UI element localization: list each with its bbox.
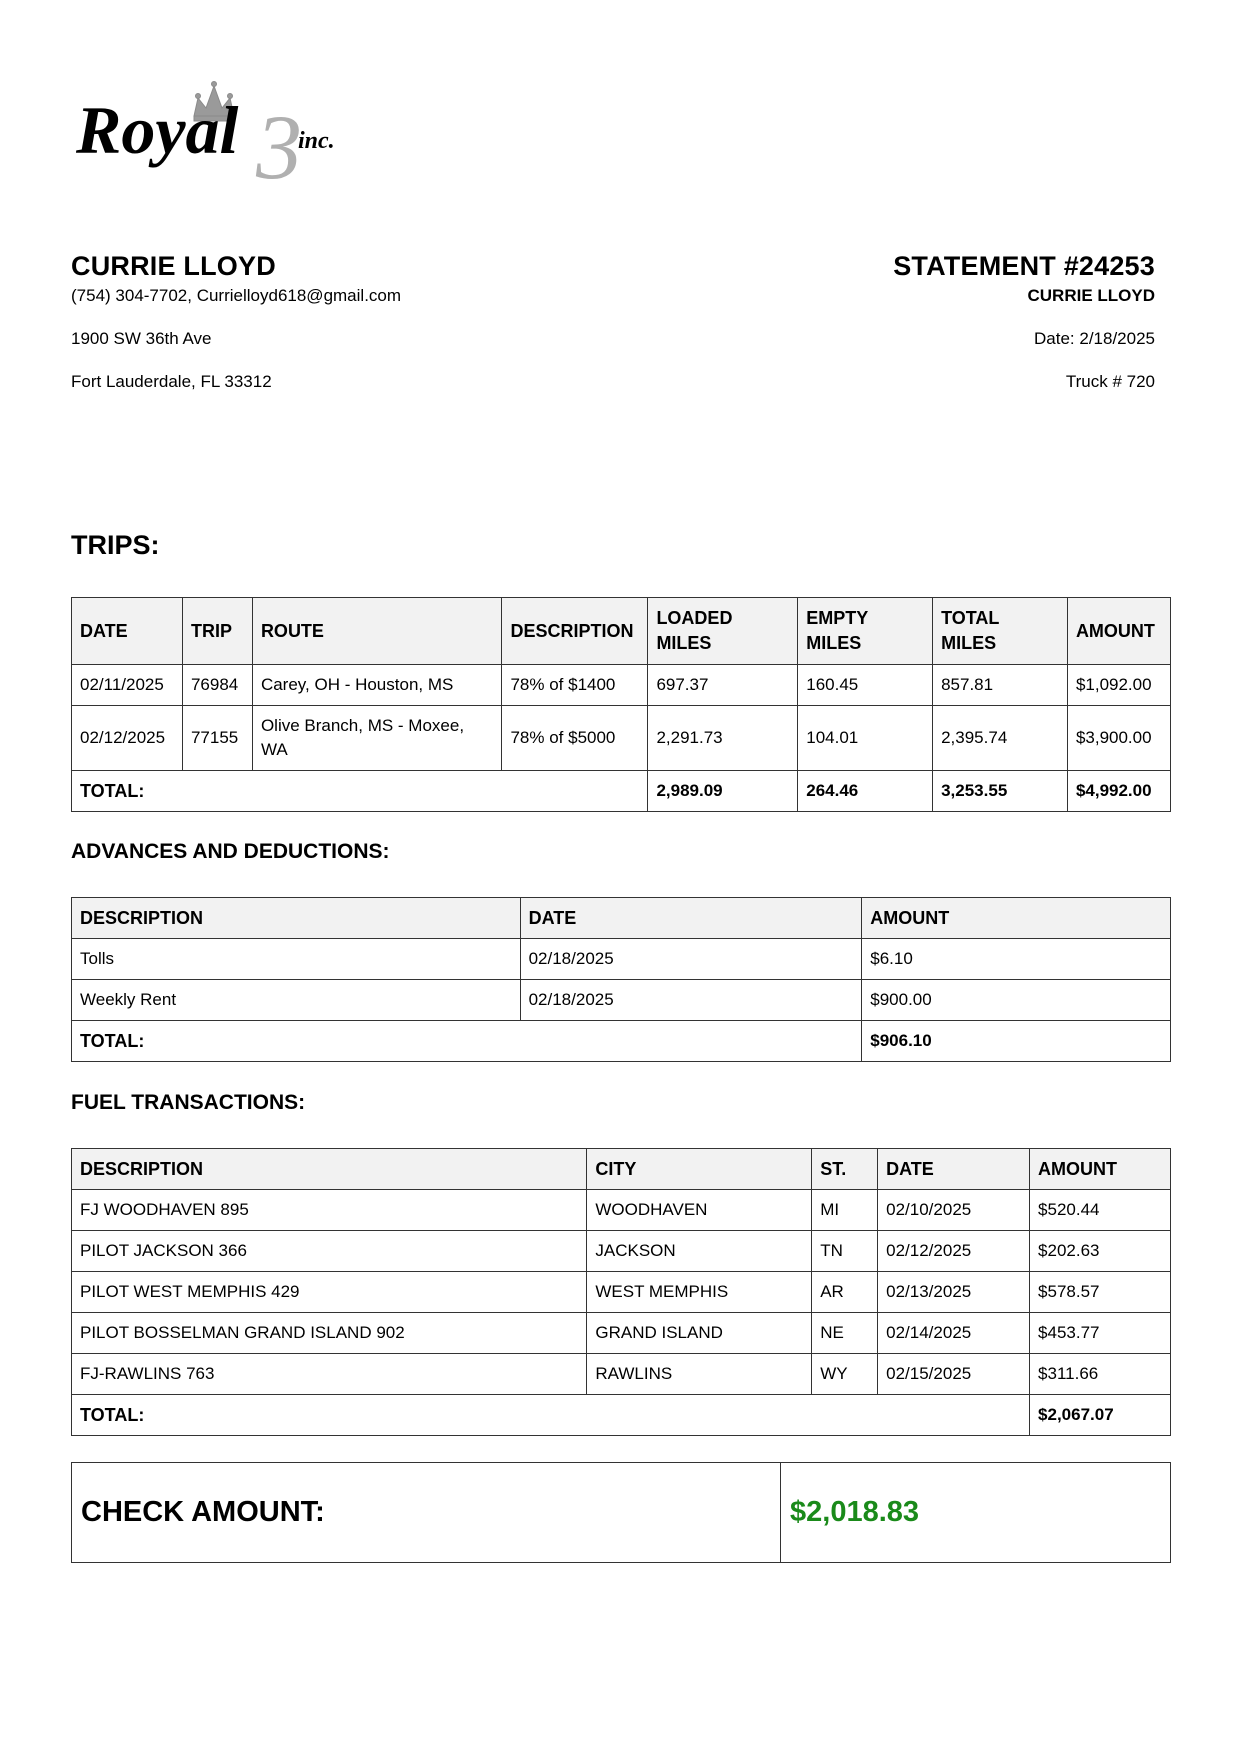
col-loaded-miles: LOADED MILES	[648, 598, 798, 665]
col-trip: TRIP	[182, 598, 252, 665]
total-amount: $906.10	[862, 1021, 1171, 1062]
table-row	[72, 1190, 1171, 1231]
cell-date: 02/14/2025	[878, 1313, 1030, 1354]
cell-description: Weekly Rent	[72, 980, 521, 1021]
cell-empty-miles: 104.01	[798, 706, 933, 771]
total-label: TOTAL:	[72, 771, 648, 812]
cell-date: 02/15/2025	[878, 1354, 1030, 1395]
cell-amount: $453.77	[1030, 1313, 1171, 1354]
cell-date: 02/10/2025	[878, 1190, 1030, 1231]
logo-wordmark: Royal	[76, 92, 239, 168]
total-miles: 3,253.55	[933, 771, 1068, 812]
col-description: DESCRIPTION	[72, 898, 521, 939]
statement-name: CURRIE LLOYD	[1027, 286, 1155, 305]
statement-title: STATEMENT #24253	[893, 251, 1155, 281]
cell-loaded-miles: 697.37	[648, 665, 798, 706]
col-amount: AMOUNT	[1067, 598, 1170, 665]
advances-total-row	[72, 1021, 1171, 1062]
cell-date: 02/13/2025	[878, 1272, 1030, 1313]
cell-total-miles: 2,395.74	[933, 706, 1068, 771]
driver-info	[71, 246, 631, 392]
company-logo	[76, 78, 396, 193]
driver-name: CURRIE LLOYD	[71, 251, 276, 281]
cell-amount: $1,092.00	[1067, 665, 1170, 706]
cell-amount: $6.10	[862, 939, 1171, 980]
cell-date: 02/11/2025	[72, 665, 183, 706]
cell-state: TN	[812, 1231, 878, 1272]
trips-heading: TRIPS:	[71, 530, 160, 560]
cell-amount: $578.57	[1030, 1272, 1171, 1313]
cell-trip: 76984	[182, 665, 252, 706]
table-row	[72, 1231, 1171, 1272]
col-date: DATE	[878, 1149, 1030, 1190]
cell-city: JACKSON	[587, 1231, 812, 1272]
total-amount: $4,992.00	[1067, 771, 1170, 812]
cell-state: WY	[812, 1354, 878, 1395]
driver-address-line2: Fort Lauderdale, FL 33312	[71, 372, 272, 391]
cell-trip: 77155	[182, 706, 252, 771]
table-row	[72, 1272, 1171, 1313]
total-label: TOTAL:	[72, 1021, 862, 1062]
trips-total-row	[72, 771, 1171, 812]
col-route: ROUTE	[252, 598, 502, 665]
col-empty-miles: EMPTY MILES	[798, 598, 933, 665]
driver-contact: (754) 304-7702, Currielloyd618@gmail.com	[71, 286, 402, 305]
col-date: DATE	[72, 598, 183, 665]
cell-date: 02/12/2025	[878, 1231, 1030, 1272]
cell-description: 78% of $1400	[502, 665, 648, 706]
table-row	[72, 1354, 1171, 1395]
trips-table	[71, 597, 1171, 812]
cell-total-miles: 857.81	[933, 665, 1068, 706]
cell-description: FJ-RAWLINS 763	[72, 1354, 587, 1395]
check-amount-label: CHECK AMOUNT:	[72, 1463, 781, 1562]
cell-city: GRAND ISLAND	[587, 1313, 812, 1354]
advances-table	[71, 897, 1171, 1062]
cell-amount: $311.66	[1030, 1354, 1171, 1395]
cell-date: 02/18/2025	[520, 980, 862, 1021]
cell-city: WEST MEMPHIS	[587, 1272, 812, 1313]
cell-city: WOODHAVEN	[587, 1190, 812, 1231]
fuel-header-row	[72, 1149, 1171, 1190]
cell-state: MI	[812, 1190, 878, 1231]
table-row	[72, 706, 1171, 771]
col-description: DESCRIPTION	[502, 598, 648, 665]
statement-info	[595, 246, 1155, 392]
statement-date: Date: 2/18/2025	[1034, 329, 1155, 348]
col-state: ST.	[812, 1149, 878, 1190]
advances-header-row	[72, 898, 1171, 939]
cell-state: AR	[812, 1272, 878, 1313]
cell-amount: $3,900.00	[1067, 706, 1170, 771]
cell-amount: $202.63	[1030, 1231, 1171, 1272]
cell-route: Carey, OH - Houston, MS	[252, 665, 502, 706]
table-row	[72, 939, 1171, 980]
total-label: TOTAL:	[72, 1395, 1030, 1436]
advances-heading: ADVANCES AND DEDUCTIONS:	[71, 840, 390, 863]
cell-empty-miles: 160.45	[798, 665, 933, 706]
fuel-table	[71, 1148, 1171, 1436]
fuel-heading: FUEL TRANSACTIONS:	[71, 1091, 306, 1114]
total-loaded-miles: 2,989.09	[648, 771, 798, 812]
cell-date: 02/12/2025	[72, 706, 183, 771]
check-amount-box	[71, 1462, 1171, 1563]
logo-numeral: 3	[256, 96, 302, 193]
check-amount-value: $2,018.83	[790, 1496, 920, 1528]
fuel-total-row	[72, 1395, 1171, 1436]
cell-description: Tolls	[72, 939, 521, 980]
col-date: DATE	[520, 898, 862, 939]
cell-date: 02/18/2025	[520, 939, 862, 980]
col-amount: AMOUNT	[862, 898, 1171, 939]
col-city: CITY	[587, 1149, 812, 1190]
cell-description: PILOT BOSSELMAN GRAND ISLAND 902	[72, 1313, 587, 1354]
cell-description: PILOT JACKSON 366	[72, 1231, 587, 1272]
total-empty-miles: 264.46	[798, 771, 933, 812]
cell-loaded-miles: 2,291.73	[648, 706, 798, 771]
cell-route: Olive Branch, MS - Moxee, WA	[252, 706, 502, 771]
cell-city: RAWLINS	[587, 1354, 812, 1395]
statement-truck: Truck # 720	[1065, 372, 1155, 391]
table-row	[72, 665, 1171, 706]
logo-suffix: inc.	[298, 128, 335, 154]
cell-amount: $900.00	[862, 980, 1171, 1021]
col-amount: AMOUNT	[1030, 1149, 1171, 1190]
col-total-miles: TOTAL MILES	[933, 598, 1068, 665]
trips-header-row	[72, 598, 1171, 665]
cell-amount: $520.44	[1030, 1190, 1171, 1231]
table-row	[72, 1313, 1171, 1354]
cell-description: FJ WOODHAVEN 895	[72, 1190, 587, 1231]
total-amount: $2,067.07	[1030, 1395, 1171, 1436]
cell-state: NE	[812, 1313, 878, 1354]
col-description: DESCRIPTION	[72, 1149, 587, 1190]
cell-description: PILOT WEST MEMPHIS 429	[72, 1272, 587, 1313]
driver-address-line1: 1900 SW 36th Ave	[71, 329, 212, 348]
cell-description: 78% of $5000	[502, 706, 648, 771]
table-row	[72, 980, 1171, 1021]
